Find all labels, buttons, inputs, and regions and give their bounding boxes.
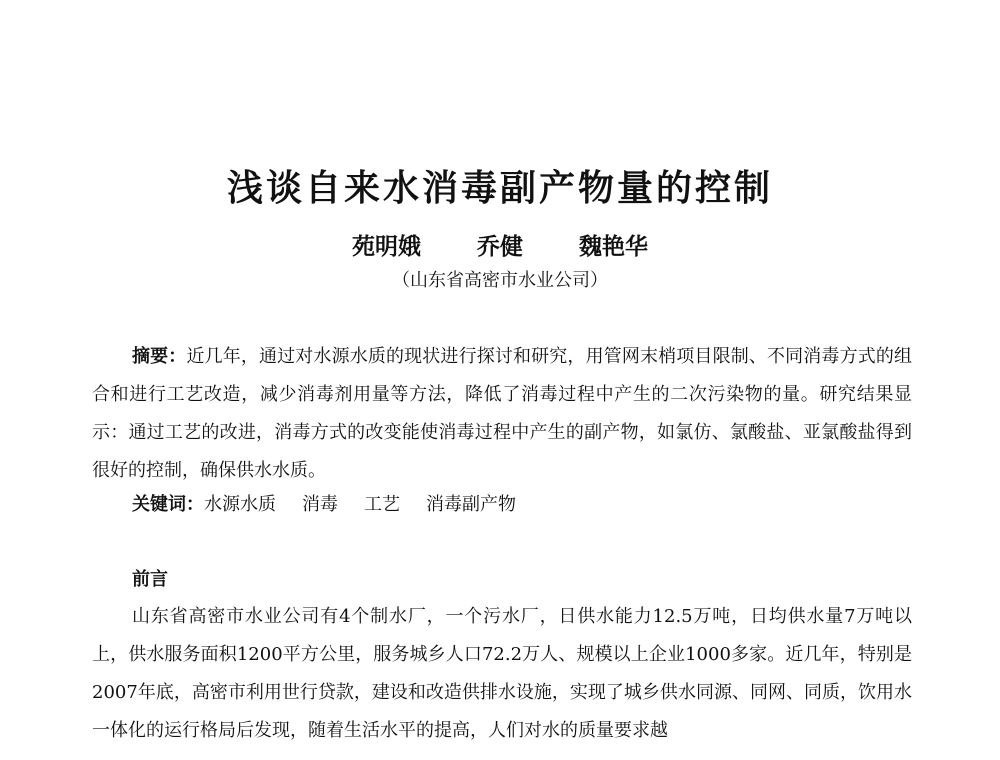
keywords-label: 关键词：	[132, 494, 204, 515]
body-paragraph: 山东省高密市水业公司有4个制水厂，一个污水厂，日供水能力12.5万吨，日均供水量7万吨以上，供水服务面积1200平方公里，服务城乡人口72.2万人、规模以上企业1000多家。近几年，特别是2007年底，高密市利用世行贷款，建设和改造供排水设施，实现了城乡供水同源、同网、同质，饮用水一体化的运行格局后发现，随着生活水平的提高，人们对水的质量要求越	[92, 606, 912, 741]
abstract	[92, 338, 912, 490]
keyword: 水源水质	[204, 494, 276, 515]
keyword: 消毒	[302, 494, 338, 515]
author-name: 苑明娥	[351, 233, 421, 260]
author-name: 乔健	[477, 233, 523, 260]
author-name: 魏艳华	[579, 233, 649, 260]
paper-title: 浅谈自来水消毒副产物量的控制	[226, 168, 773, 209]
keyword: 工艺	[364, 494, 400, 515]
keyword: 消毒副产物	[426, 494, 516, 515]
affiliation: （山东省高密市水业公司）	[392, 270, 608, 291]
abstract-text: 近几年，通过对水源水质的现状进行探讨和研究，用管网末梢项目限制、不同消毒方式的组合和进行工艺改造，减少消毒剂用量等方法，降低了消毒过程中产生的二次污染物的量。研究结果显示：通过工艺的改进，消毒方式的改变能使消毒过程中产生的副产物，如氯仿、氯酸盐、亚氯酸盐得到很好的控制，确保供水水质。	[92, 346, 913, 481]
section-heading: 前言	[132, 569, 168, 590]
author-list	[0, 228, 1000, 261]
abstract-label: 摘要：	[132, 346, 187, 367]
keywords	[132, 490, 912, 520]
